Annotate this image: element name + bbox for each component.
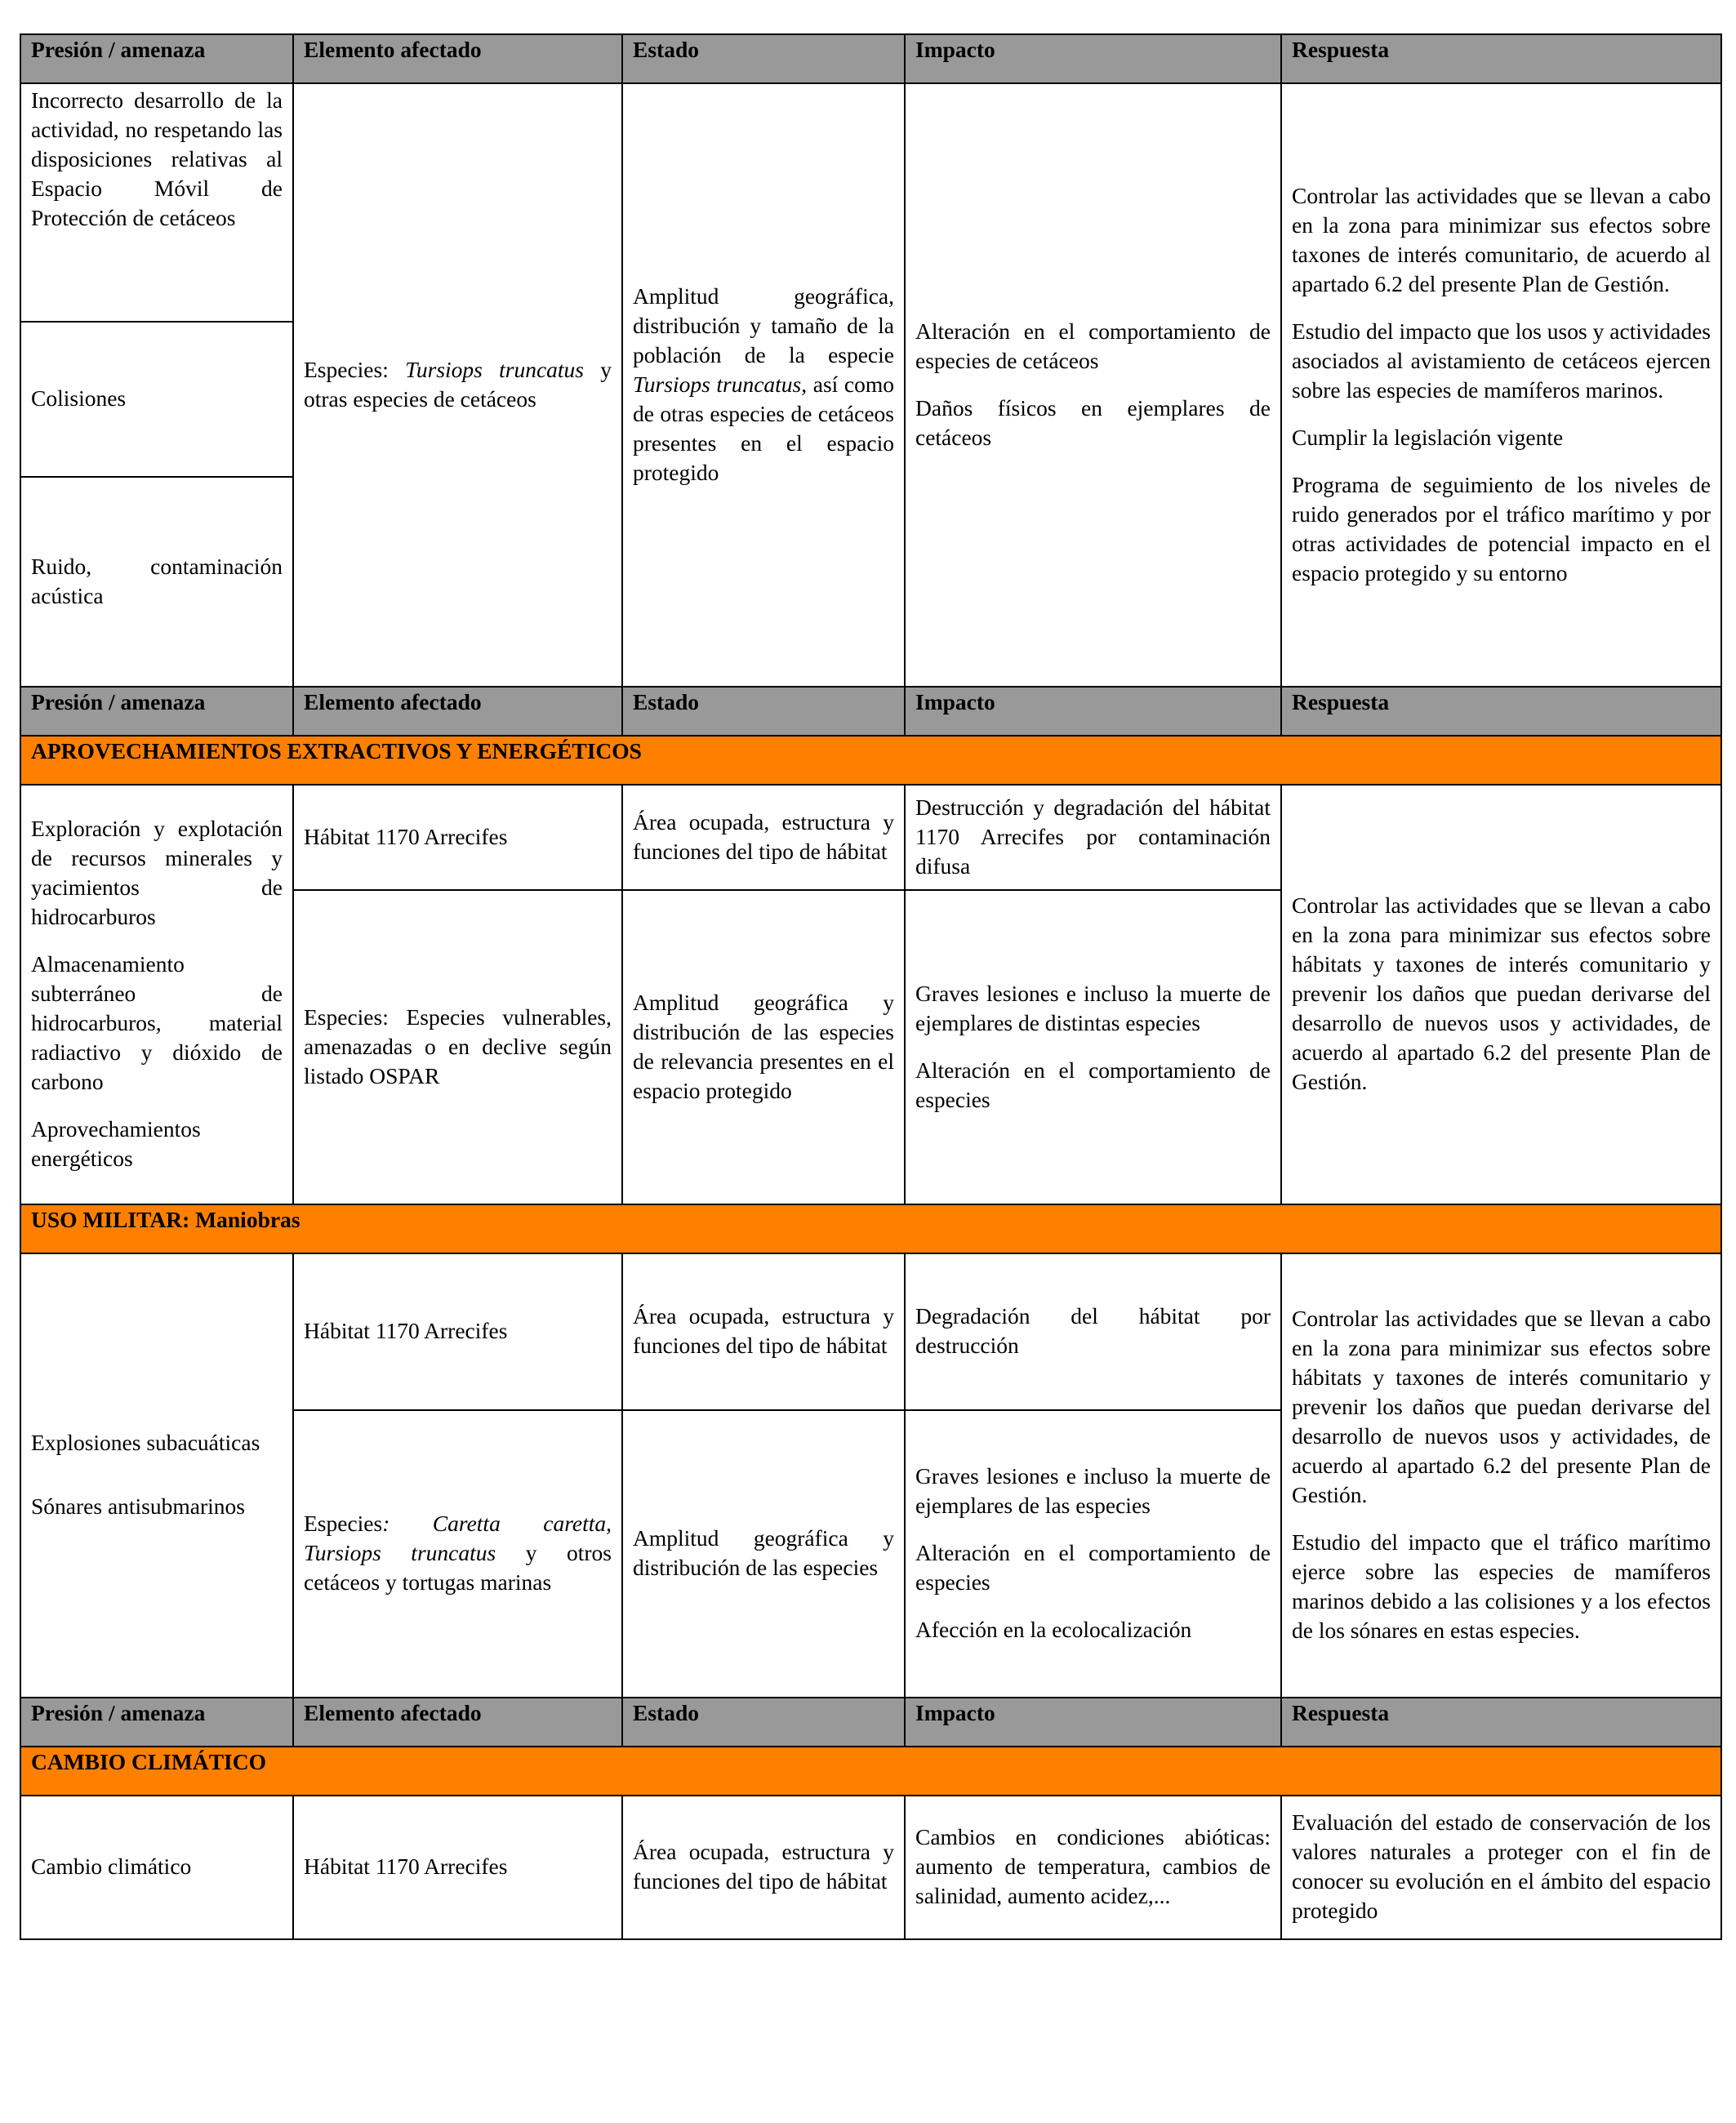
presion-cell: Incorrecto desarrollo de la actividad, no respetando las disposiciones relativas al Espacio Móvil de Protección de cetáceos xyxy=(20,83,293,322)
table-row xyxy=(20,83,1721,322)
respuesta-cell: Evaluación del estado de conservación de los valores naturales a proteger con el fin de conocer su evolución en el ámbito del espacio protegido xyxy=(1281,1796,1721,1939)
presion-cell: Colisiones xyxy=(20,322,293,477)
respuesta-cell: Controlar las actividades que se llevan a cabo en la zona para minimizar sus efectos sobre taxones de interés comunitario, de acuerdo al apartado 6.2 del presente Plan de Gestión. Estudio del impacto que los usos y actividades asociados al avistamiento de cetáceos ejercen sobre las especies de mamíferos marinos. Cumplir la legislación vigente Programa de seguimiento de los niveles de ruido generados por el tráfico marítimo y por otras actividades de potencial impacto en el espacio protegido y su entorno xyxy=(1281,83,1721,687)
header-row xyxy=(20,1698,1721,1747)
section-title-cambio: CAMBIO CLIMÁTICO xyxy=(20,1747,1721,1796)
table-row xyxy=(20,785,1721,890)
impacto-cell: Graves lesiones e incluso la muerte de ejemplares de distintas especies Alteración en el comportamiento de especies xyxy=(905,890,1281,1204)
estado-cell: Área ocupada, estructura y funciones del tipo de hábitat xyxy=(622,1796,905,1939)
header-respuesta: Respuesta xyxy=(1281,34,1721,83)
impacto-cell: Alteración en el comportamiento de especies de cetáceos Daños físicos en ejemplares de cetáceos xyxy=(905,83,1281,687)
estado-cell: Área ocupada, estructura y funciones del tipo de hábitat xyxy=(622,1253,905,1410)
presion-cell: Explosiones subacuáticas Sónares antisubmarinos xyxy=(20,1253,293,1698)
presion-cell: Ruido, contaminación acústica xyxy=(20,477,293,687)
header-presion: Presión / amenaza xyxy=(20,1698,293,1747)
respuesta-cell: Controlar las actividades que se llevan a cabo en la zona para minimizar sus efectos sobre hábitats y taxones de interés comunitario y prevenir los daños que puedan derivarse del desarrollo de nuevos usos y actividades, de acuerdo al apartado 6.2 del presente Plan de Gestión. Estudio del impacto que el tráfico marítimo ejerce sobre las especies de mamíferos marinos debido a las colisiones y a los efectos de los sónares en estas especies. xyxy=(1281,1253,1721,1698)
impacto-cell: Destrucción y degradación del hábitat 1170 Arrecifes por contaminación difusa xyxy=(905,785,1281,890)
header-respuesta: Respuesta xyxy=(1281,687,1721,736)
table-row xyxy=(20,1253,1721,1410)
header-impacto: Impacto xyxy=(905,34,1281,83)
elemento-cell: Especies: Especies vulnerables, amenazadas o en declive según listado OSPAR xyxy=(293,890,622,1204)
estado-cell: Amplitud geográfica, distribución y tamaño de la población de la especie Tursiops truncatus, así como de otras especies de cetáceos presentes en el espacio protegido xyxy=(622,83,905,687)
estado-cell: Amplitud geográfica y distribución de las especies xyxy=(622,1410,905,1698)
header-elemento: Elemento afectado xyxy=(293,1698,622,1747)
elemento-cell: Especies: Tursiops truncatus y otras especies de cetáceos xyxy=(293,83,622,687)
impacto-cell: Graves lesiones e incluso la muerte de ejemplares de las especies Alteración en el comportamiento de especies Afección en la ecolocalización xyxy=(905,1410,1281,1698)
presion-cell: Cambio climático xyxy=(20,1796,293,1939)
header-respuesta: Respuesta xyxy=(1281,1698,1721,1747)
elemento-cell: Hábitat 1170 Arrecifes xyxy=(293,1796,622,1939)
header-estado: Estado xyxy=(622,34,905,83)
impacto-cell: Cambios en condiciones abióticas: aumento de temperatura, cambios de salinidad, aumento acidez,... xyxy=(905,1796,1281,1939)
header-impacto: Impacto xyxy=(905,1698,1281,1747)
section-row xyxy=(20,1204,1721,1253)
section-row xyxy=(20,736,1721,785)
respuesta-cell: Controlar las actividades que se llevan a cabo en la zona para minimizar sus efectos sobre hábitats y taxones de interés comunitario y prevenir los daños que puedan derivarse del desarrollo de nuevos usos y actividades, de acuerdo al apartado 6.2 del presente Plan de Gestión. xyxy=(1281,785,1721,1204)
header-elemento: Elemento afectado xyxy=(293,687,622,736)
header-presion: Presión / amenaza xyxy=(20,687,293,736)
section-row xyxy=(20,1747,1721,1796)
header-row xyxy=(20,34,1721,83)
header-presion: Presión / amenaza xyxy=(20,34,293,83)
presion-cell: Exploración y explotación de recursos minerales y yacimientos de hidrocarburos Almacenamiento subterráneo de hidrocarburos, material radiactivo y dióxido de carbono Aprovechamientos energéticos xyxy=(20,785,293,1204)
elemento-cell: Especies: Caretta caretta, Tursiops truncatus y otros cetáceos y tortugas marinas xyxy=(293,1410,622,1698)
header-estado: Estado xyxy=(622,687,905,736)
estado-cell: Amplitud geográfica y distribución de las especies de relevancia presentes en el espacio protegido xyxy=(622,890,905,1204)
pressure-response-table xyxy=(20,33,1722,1940)
estado-cell: Área ocupada, estructura y funciones del tipo de hábitat xyxy=(622,785,905,890)
header-impacto: Impacto xyxy=(905,687,1281,736)
elemento-cell: Hábitat 1170 Arrecifes xyxy=(293,785,622,890)
elemento-cell: Hábitat 1170 Arrecifes xyxy=(293,1253,622,1410)
section-title-militar: USO MILITAR: Maniobras xyxy=(20,1204,1721,1253)
section-title-aprovechamientos: APROVECHAMIENTOS EXTRACTIVOS Y ENERGÉTICOS xyxy=(20,736,1721,785)
impacto-cell: Degradación del hábitat por destrucción xyxy=(905,1253,1281,1410)
header-elemento: Elemento afectado xyxy=(293,34,622,83)
header-row xyxy=(20,687,1721,736)
header-estado: Estado xyxy=(622,1698,905,1747)
table-row xyxy=(20,1796,1721,1939)
